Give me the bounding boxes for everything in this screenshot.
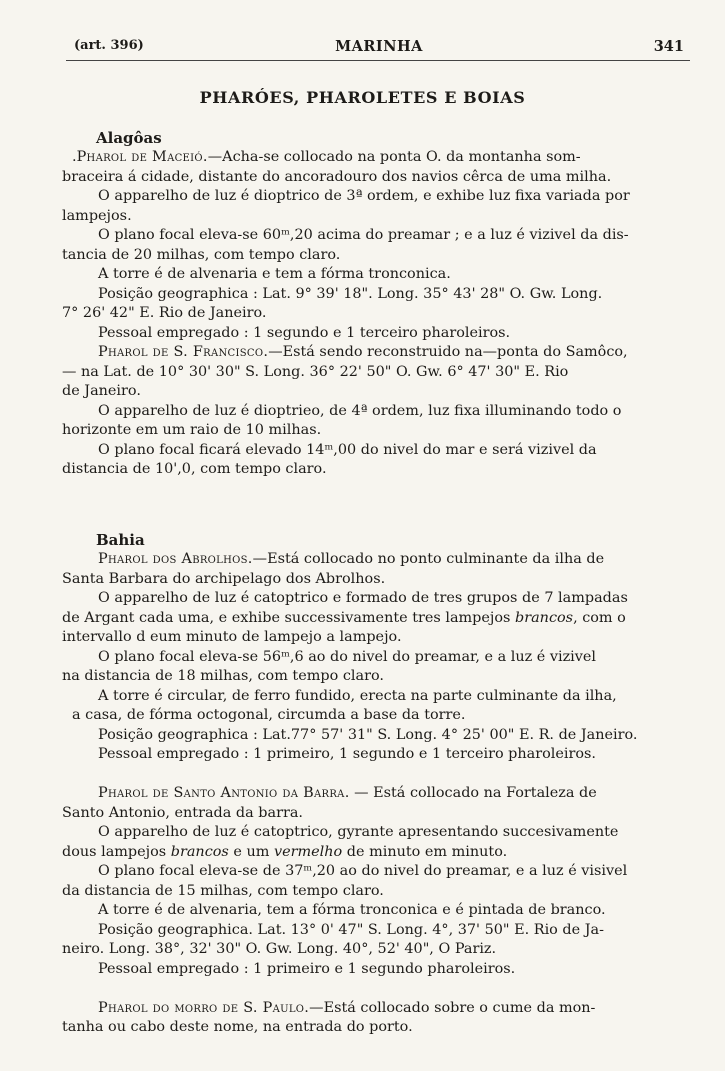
text-line [62, 667, 688, 687]
text-line [62, 940, 688, 960]
text-run: da distancia de 15 milhas, com tempo claro. [62, 882, 384, 899]
text-run: O apparelho de luz é dioptrico de 3ª ordem, e exhibe luz fixa variada por [98, 188, 630, 204]
text-run: Pessoal empregado : 1 primeiro e 1 segundo pharoleiros. [98, 960, 516, 977]
text-run: e um [228, 843, 274, 860]
text-run: 7° 26' 42" E. Rio de Janeiro. [62, 305, 267, 321]
text-run: Posição geographica : Lat.77° 57' 31" S. Long. 4° 25' 00" E. R. de Janeiro. [98, 726, 638, 743]
lighthouse-name: Pharol de Santo Antonio da Barra. [98, 785, 350, 801]
text-line [62, 804, 688, 824]
text-line [62, 363, 688, 383]
text-run: —Acha-se collocado na ponta O. da montanha som- [207, 149, 581, 165]
text-line [62, 324, 688, 344]
text-line [62, 343, 688, 363]
text-line [62, 1018, 688, 1038]
text-run: brancos [170, 843, 229, 860]
text-run: Santa Barbara do archipelago dos Abrolhos. [62, 570, 386, 587]
text-line [62, 843, 688, 863]
text-line [62, 441, 688, 461]
text-line [62, 609, 688, 629]
text-run: , com o [573, 609, 626, 626]
text-line [62, 921, 688, 941]
text-run: a casa, de fórma octogonal, circumda a base da torre. [72, 707, 466, 723]
text-line [62, 901, 688, 921]
text-line [62, 570, 688, 590]
text-run: dous lampejos [62, 843, 171, 860]
text-line [62, 960, 688, 980]
text-line [62, 460, 688, 480]
text-run: . [72, 149, 77, 165]
text-line [62, 882, 688, 902]
text-line [62, 187, 688, 207]
section-alagoas [62, 128, 688, 480]
text-run: na distancia de 18 milhas, com tempo claro. [62, 668, 384, 684]
text-run: O plano focal eleva-se de 37ᵐ,20 ao do nivel do preamar, e a luz é visivel [98, 863, 628, 879]
article-reference: (art. 396) [74, 38, 144, 53]
section-body [62, 148, 688, 480]
text-run: intervallo d eum minuto de lampejo a lampejo. [62, 629, 402, 645]
text-line [62, 726, 688, 746]
text-line [62, 304, 688, 324]
section-title: Bahia [96, 531, 145, 549]
lighthouse-name: Pharol dos Abrolhos. [98, 551, 253, 567]
text-run: Pessoal empregado : 1 segundo e 1 terceiro pharoleiros. [98, 324, 511, 341]
text-line [62, 382, 688, 402]
text-run: braceira á cidade, distante do ancoradouro dos navios cêrca de uma milha. [62, 168, 612, 185]
text-line [62, 687, 688, 707]
text-line [62, 402, 688, 422]
text-run: A torre é circular, de ferro fundido, erecta na parte culminante da ilha, [98, 687, 617, 704]
text-run: tanha ou cabo deste nome, na entrada do porto. [62, 1019, 413, 1035]
page-number: 341 [653, 38, 684, 55]
section-body [62, 550, 688, 1038]
text-line [62, 285, 688, 305]
header-rule [66, 60, 690, 61]
text-line [62, 265, 688, 285]
text-run: — Está collocado na Fortaleza de [349, 785, 597, 801]
text-line [62, 168, 688, 188]
text-line [62, 589, 688, 609]
text-line [62, 421, 688, 441]
text-line [62, 706, 688, 726]
text-run: Santo Antonio, entrada da barra. [62, 804, 303, 821]
text-run: neiro. Long. 38°, 32' 30" O. Gw. Long. 40°, 52' 40", O Pariz. [62, 941, 497, 957]
text-run: O apparelho de luz é catoptrico, gyrante apresentando succesivamente [98, 824, 619, 840]
text-run: brancos [515, 609, 574, 626]
text-run: O plano focal eleva-se 60ᵐ,20 acima do preamar ; e a luz é vizivel da dis- [98, 227, 629, 243]
lighthouse-name: Pharol de Maceió. [76, 149, 208, 165]
text-run: — na Lat. de 10° 30' 30" S. Long. 36° 22' 50" O. Gw. 6° 47' 30" E. Rio [62, 363, 569, 380]
text-run: distancia de 10',0, com tempo claro. [62, 461, 327, 477]
page-title: PHARÓES, PHAROLETES E BOIAS [199, 88, 526, 107]
text-run: de minuto em minuto. [342, 843, 508, 860]
header-title: MARINHA [335, 38, 423, 55]
text-run: —Está collocado sobre o cume da mon- [309, 999, 596, 1016]
text-line [62, 999, 688, 1019]
text-line [62, 784, 688, 804]
lighthouse-name: Pharol do morro de S. Paulo. [98, 999, 310, 1016]
text-line [62, 745, 688, 765]
text-run: de Janeiro. [62, 383, 141, 399]
text-run: de Argant cada uma, e exhibe successivamente tres lampejos [62, 609, 515, 626]
text-run: —Está collocado no ponto culminante da ilha de [252, 551, 605, 567]
text-run: A torre é de alvenaria, tem a fórma tronconica e é pintada de branco. [98, 902, 606, 918]
text-run: vermelho [273, 843, 343, 860]
text-line [62, 148, 688, 168]
text-line [62, 823, 688, 843]
text-run: O apparelho de luz é catoptrico e formado de tres grupos de 7 lampadas [98, 590, 628, 606]
text-run: Posição geographica. Lat. 13° 0' 47" S. Long. 4°, 37' 50" E. Rio de Ja- [98, 921, 604, 938]
text-run: —Está sendo reconstruido na—ponta do Samôco, [268, 344, 628, 360]
text-run: horizonte em um raio de 10 milhas. [62, 422, 322, 438]
section-bahia [62, 530, 688, 1038]
lighthouse-name: Pharol de S. Francisco. [98, 344, 269, 360]
running-header [74, 38, 684, 58]
text-line [62, 862, 688, 882]
text-run: O apparelho de luz é dioptrieo, de 4ª ordem, luz fixa illuminando todo o [98, 402, 622, 419]
text-run: Pessoal empregado : 1 primeiro, 1 segundo e 1 terceiro pharoleiros. [98, 746, 597, 762]
paragraph-gap [62, 979, 688, 999]
text-line [62, 550, 688, 570]
text-line [62, 648, 688, 668]
text-line [62, 207, 688, 227]
text-line [62, 226, 688, 246]
text-run: lampejos. [62, 207, 132, 224]
paragraph-gap [62, 765, 688, 785]
section-title: Alagôas [96, 129, 162, 147]
text-line [62, 246, 688, 266]
text-run: O plano focal ficará elevado 14ᵐ,00 do nivel do mar e será vizivel da [98, 441, 597, 458]
text-line [62, 628, 688, 648]
text-run: tancia de 20 milhas, com tempo claro. [62, 246, 341, 263]
text-run: A torre é de alvenaria e tem a fórma tronconica. [98, 266, 451, 282]
text-run: Posição geographica : Lat. 9° 39' 18". Long. 35° 43' 28" O. Gw. Long. [98, 285, 603, 302]
text-run: O plano focal eleva-se 56ᵐ,6 ao do nivel do preamar, e a luz é vizivel [98, 648, 597, 665]
